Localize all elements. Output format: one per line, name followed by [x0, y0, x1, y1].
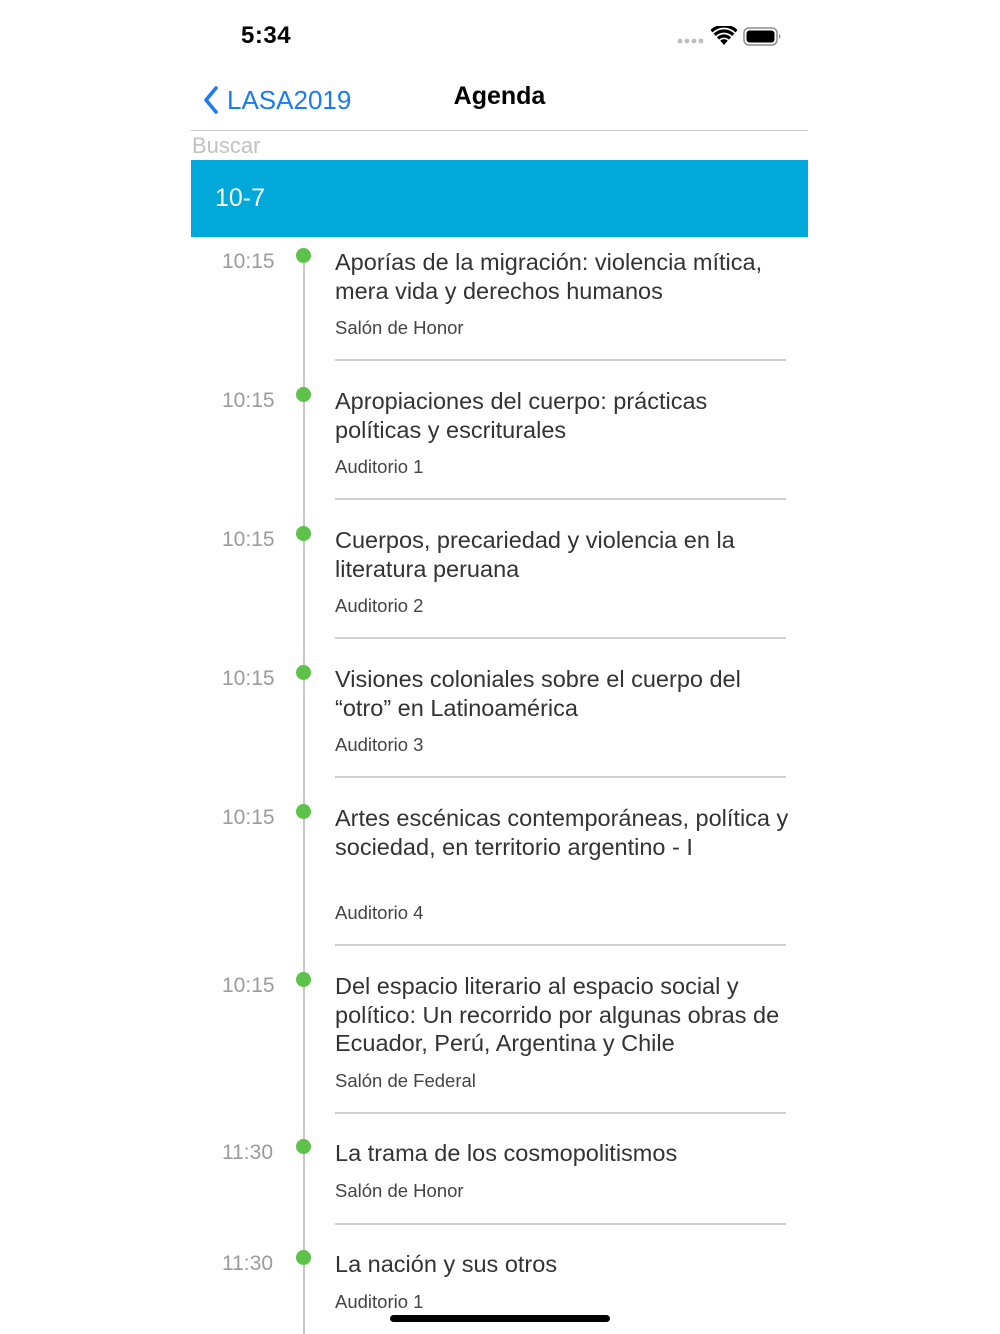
item-divider [335, 1112, 786, 1114]
item-location: Salón de Federal [335, 1070, 476, 1091]
timeline-dot-icon [296, 387, 311, 402]
item-divider [335, 498, 786, 500]
item-location: Auditorio 2 [335, 595, 424, 616]
item-title: Apropiaciones del cuerpo: prácticas políticas y escriturales [335, 388, 708, 443]
agenda-item[interactable] [191, 796, 808, 946]
navigation-bar [191, 70, 808, 131]
item-time: 10:15 [222, 667, 275, 690]
timeline-dot-icon [296, 248, 311, 263]
item-divider [335, 944, 786, 946]
home-indicator[interactable] [390, 1315, 610, 1322]
timeline-dot-icon [296, 665, 311, 680]
cellular-signal-icon [677, 38, 705, 44]
timeline-dot-icon [296, 1250, 311, 1265]
item-location: Salón de Honor [335, 317, 464, 338]
item-time: 10:15 [222, 528, 275, 551]
item-time: 10:15 [222, 250, 275, 273]
agenda-item[interactable] [191, 240, 808, 362]
item-title: Visiones coloniales sobre el cuerpo del “otro” en Latinoamérica [335, 666, 741, 721]
item-title: Artes escénicas contemporáneas, política y sociedad, en territorio argentino - I [335, 805, 789, 860]
timeline-dot-icon [296, 526, 311, 541]
item-location: Auditorio 4 [335, 902, 424, 923]
agenda-item[interactable] [191, 518, 808, 640]
timeline-dot-icon [296, 972, 311, 987]
agenda-item[interactable] [191, 657, 808, 779]
item-title: Del espacio literario al espacio social y político: Un recorrido por algunas obras de Ecuador, Perú, Argentina y Chile [335, 973, 780, 1056]
item-title: La trama de los cosmopolitismos [335, 1140, 678, 1166]
item-time: 11:30 [222, 1141, 273, 1164]
status-time: 5:34 [241, 22, 292, 49]
item-time: 10:15 [222, 806, 275, 829]
item-title: Aporías de la migración: violencia mítica, mera vida y derechos humanos [335, 249, 763, 304]
back-button-label: LASA2019 [227, 84, 352, 115]
item-divider [335, 359, 786, 361]
item-location: Salón de Honor [335, 1180, 464, 1201]
page-title: Agenda [453, 82, 546, 110]
timeline-dot-icon [296, 804, 311, 819]
search-input[interactable] [191, 132, 808, 160]
item-title: La nación y sus otros [335, 1251, 558, 1277]
item-divider [335, 776, 786, 778]
app-screen [191, 0, 808, 1334]
item-time: 10:15 [222, 974, 275, 997]
item-location: Auditorio 1 [335, 1291, 424, 1312]
timeline-dot-icon [296, 1139, 311, 1154]
item-location: Auditorio 3 [335, 734, 424, 755]
item-title: Cuerpos, precariedad y violencia en la literatura peruana [335, 527, 735, 582]
wifi-icon [711, 26, 737, 46]
status-bar [191, 0, 808, 70]
item-location: Auditorio 1 [335, 456, 424, 477]
agenda-item[interactable] [191, 964, 808, 1114]
date-section-label: 10-7 [215, 184, 266, 212]
agenda-item[interactable] [191, 379, 808, 501]
agenda-item[interactable] [191, 1131, 808, 1226]
item-time: 10:15 [222, 389, 275, 412]
battery-icon [743, 27, 783, 47]
item-divider [335, 637, 786, 639]
date-section-header [191, 160, 808, 237]
item-divider [335, 1223, 786, 1225]
item-time: 11:30 [222, 1252, 273, 1275]
